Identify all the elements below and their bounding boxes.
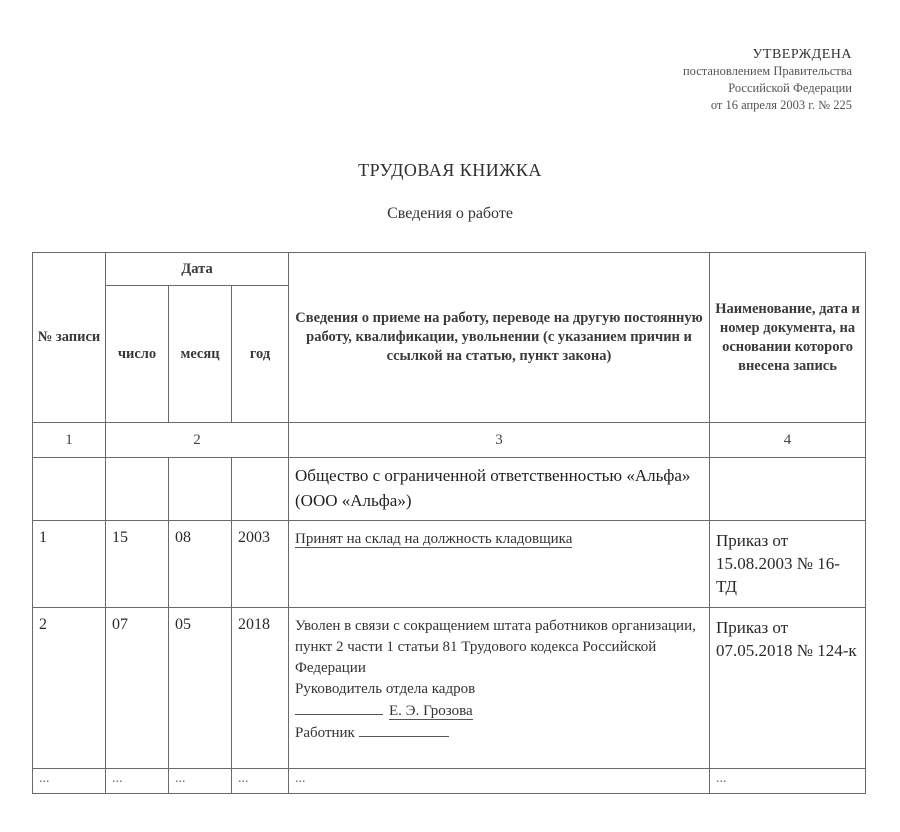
header-year: год (232, 286, 289, 423)
column-numbers-row (33, 423, 866, 458)
record-month: 05 (175, 616, 191, 633)
record-no: 1 (39, 529, 47, 546)
dots: ... (112, 771, 123, 786)
table-row (33, 521, 866, 608)
organization-name: Общество с ограниченной ответственностью «Альфа» (ООО «Альфа») (295, 466, 691, 510)
organization-row (33, 458, 866, 521)
column-number-3: 3 (289, 423, 710, 458)
placeholder-row (33, 769, 866, 794)
header-record-no: № записи (33, 253, 106, 423)
record-info: Принят на склад на должность кладовщика (295, 531, 573, 547)
dots: ... (39, 771, 50, 786)
dots: ... (175, 771, 186, 786)
dots: ... (238, 771, 249, 786)
approval-stamp (683, 46, 852, 114)
employee-signature-line (359, 722, 449, 737)
header-date: Дата (106, 253, 289, 286)
header-document: Наименование, дата и номер документа, на основании которого внесена запись (710, 253, 866, 423)
header-work-info: Сведения о приеме на работу, переводе на другую постоянную работу, квалификации, увольнении (с указанием причин и ссылкой на статью, пункт закона) (289, 253, 710, 423)
record-info: Уволен в связи с сокращением штата работников организации, пункт 2 части 1 статьи 81 Трудового кодекса Российской Федерации (295, 618, 696, 676)
table-row (33, 608, 866, 769)
approved-line-2: постановлением Правительства (682, 64, 852, 78)
approved-heading: УТВЕРЖДЕНА (752, 47, 852, 62)
hr-head-name: Е. Э. Грозова (389, 703, 473, 719)
header-day: число (106, 286, 169, 423)
hr-head-position: Руководитель отдела кадров (295, 681, 476, 697)
column-number-4: 4 (710, 423, 866, 458)
approved-line-4: от 16 апреля 2003 г. № 225 (710, 98, 852, 112)
record-year: 2018 (238, 616, 270, 633)
column-number-1: 1 (33, 423, 106, 458)
document-title: ТРУДОВАЯ КНИЖКА (358, 160, 542, 180)
column-number-2: 2 (106, 423, 289, 458)
work-record-table (32, 252, 866, 794)
approved-line-3: Российской Федерации (728, 81, 852, 95)
record-day: 07 (112, 616, 128, 633)
header-month: месяц (169, 286, 232, 423)
employee-label: Работник (295, 725, 355, 741)
dots: ... (295, 771, 306, 786)
dots: ... (716, 771, 727, 786)
record-day: 15 (112, 529, 128, 546)
record-document: Приказ от 07.05.2018 № 124-к (716, 618, 857, 660)
record-document: Приказ от 15.08.2003 № 16-ТД (716, 531, 840, 596)
head-signature-line (295, 700, 383, 715)
record-year: 2003 (238, 529, 270, 546)
record-month: 08 (175, 529, 191, 546)
document-subtitle: Сведения о работе (387, 205, 513, 222)
record-no: 2 (39, 616, 47, 633)
